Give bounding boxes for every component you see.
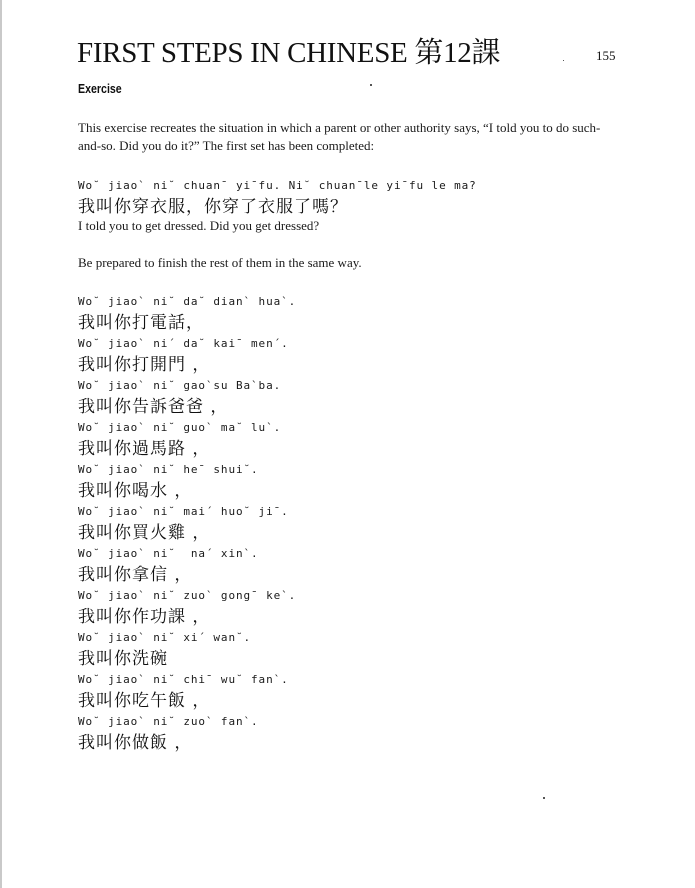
- drill-pinyin: Wo˘ jiao` ni˘ chi¯ wu˘ fan`.: [78, 673, 289, 686]
- drill-pinyin: Wo˘ jiao` ni˘ xi´ wan˘.: [78, 631, 252, 644]
- drill-item: [78, 670, 638, 712]
- drill-pinyin: Wo˘ jiao` ni˘ zuo` gong¯ ke`.: [78, 589, 297, 602]
- drill-hanzi: 我叫你做飯 ，: [78, 733, 193, 753]
- scan-speck: [370, 84, 372, 86]
- drill-pinyin: Wo˘ jiao` ni˘ he¯ shui˘.: [78, 463, 259, 476]
- drill-item: [78, 418, 638, 460]
- drill-pinyin: Wo˘ jiao` ni˘ mai´ huo˘ ji¯.: [78, 505, 289, 518]
- drill-pinyin: Wo˘ jiao` ni˘ zuo` fan`.: [78, 715, 259, 728]
- drill-pinyin: Wo˘ jiao` ni˘ gao`su Ba`ba.: [78, 379, 282, 392]
- drill-item: [78, 502, 638, 544]
- drill-item: [78, 628, 638, 670]
- drill-hanzi: 我叫你吃午飯 ，: [78, 691, 211, 711]
- drill-item: [78, 544, 638, 586]
- drill-hanzi: 我叫你打開門 ，: [78, 355, 211, 375]
- drill-hanzi: 我叫你拿信 ，: [78, 565, 193, 585]
- instruction-paragraph: Be prepared to finish the rest of them in the same way.: [78, 255, 362, 270]
- drill-pinyin: Wo˘ jiao` ni˘ da˘ dian` hua`.: [78, 295, 297, 308]
- drill-pinyin: Wo˘ jiao` ni˘ guo` ma˘ lu`.: [78, 421, 282, 434]
- page-number: 155: [596, 48, 616, 63]
- section-heading: Exercise: [78, 82, 122, 96]
- drill-item: [78, 586, 638, 628]
- intro-paragraph: This exercise recreates the situation in which a parent or other authority says, “I told you to do such-and-so. Did you do it?” The first set has been completed:: [78, 120, 601, 153]
- scan-speck: [543, 797, 545, 799]
- drill-pinyin: Wo˘ jiao` ni´ da˘ kai¯ men´.: [78, 337, 289, 350]
- example-translation: I told you to get dressed. Did you get dressed?: [78, 218, 320, 233]
- drill-hanzi: 我叫你過馬路 ，: [78, 439, 211, 459]
- drill-pinyin: Wo˘ jiao` ni˘ na´ xin`.: [78, 547, 259, 560]
- drill-item: [78, 376, 638, 418]
- drill-hanzi: 我叫你打電話，: [78, 313, 204, 333]
- drill-item: [78, 334, 638, 376]
- drill-hanzi: 我叫你喝水 ，: [78, 481, 193, 501]
- drill-list: [78, 292, 638, 754]
- drill-hanzi: 我叫你洗碗: [78, 649, 168, 669]
- drill-item: [78, 460, 638, 502]
- scan-speck: [563, 60, 564, 61]
- drill-hanzi: 我叫你作功課 ，: [78, 607, 211, 627]
- example-hanzi: 我叫你穿衣服，你穿了衣服了嗎？: [78, 197, 348, 217]
- example-pinyin: Wo˘ jiao` ni˘ chuan¯ yi¯fu. Ni˘ chuan¯le yi¯fu le ma?: [78, 179, 477, 192]
- drill-hanzi: 我叫你買火雞 ，: [78, 523, 211, 543]
- drill-item: [78, 712, 638, 754]
- drill-hanzi: 我叫你告訴爸爸 ，: [78, 397, 229, 417]
- drill-item: [78, 292, 638, 334]
- worked-example: [78, 176, 638, 234]
- page-header: [77, 36, 637, 72]
- page-title: FIRST STEPS IN CHINESE 第12課: [77, 37, 501, 69]
- page-edge: [0, 0, 2, 888]
